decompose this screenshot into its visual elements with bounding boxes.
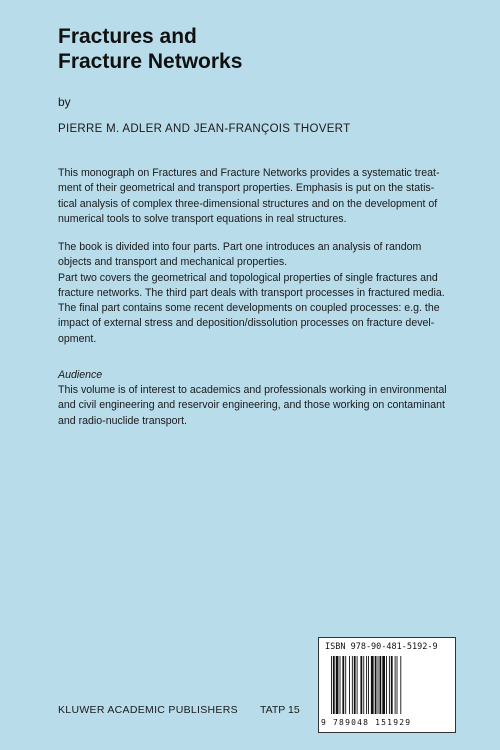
text-line: objects and transport and mechanical properties. xyxy=(58,256,288,269)
authors: PIERRE M. ADLER AND JEAN-FRANÇOIS THOVERT xyxy=(58,123,351,135)
publisher-name: KLUWER ACADEMIC PUBLISHERS xyxy=(58,704,238,716)
text-line: impact of external stress and deposition/dissolution processes on fracture devel- xyxy=(58,317,435,330)
book-title xyxy=(58,24,242,74)
text-line: Part two covers the geometrical and topological properties of single fractures and xyxy=(58,271,438,284)
title-line-2: Fracture Networks xyxy=(58,50,243,73)
text-line: and radio-nuclide transport. xyxy=(58,414,187,427)
title-line-1: Fractures and xyxy=(58,25,197,48)
barcode-number: 9 789048 151929 xyxy=(321,718,412,727)
text-line: The book is divided into four parts. Part one introduces an analysis of random xyxy=(58,241,422,253)
text-line: opment. xyxy=(58,332,97,345)
by-label: by xyxy=(58,95,71,109)
text-line: ment of their geometrical and transport properties. Emphasis is put on the statis- xyxy=(58,182,435,195)
text-line: and civil engineering and reservoir engineering, and those working on contaminant xyxy=(58,399,445,412)
audience-heading: Audience xyxy=(58,369,103,381)
description-paragraph-2 xyxy=(58,240,450,347)
barcode-image xyxy=(329,656,449,714)
text-line: This volume is of interest to academics and professionals working in environmental xyxy=(58,384,447,396)
series-code: TATP 15 xyxy=(260,704,300,716)
description-paragraph-1 xyxy=(58,166,450,227)
text-line: fracture networks. The third part deals with transport processes in fractured media. xyxy=(58,286,445,299)
text-line: tical analysis of complex three-dimensional structures and on the development of xyxy=(58,197,438,210)
text-line: numerical tools to solve transport equations in real structures. xyxy=(58,212,347,225)
isbn-text: ISBN 978-90-481-5192-9 xyxy=(325,642,438,652)
audience-paragraph xyxy=(58,383,450,429)
text-line: This monograph on Fractures and Fracture Networks provides a systematic treat- xyxy=(58,167,440,179)
barcode-box xyxy=(318,637,456,733)
text-line: The final part contains some recent developments on coupled processes: e.g. the xyxy=(58,302,440,315)
